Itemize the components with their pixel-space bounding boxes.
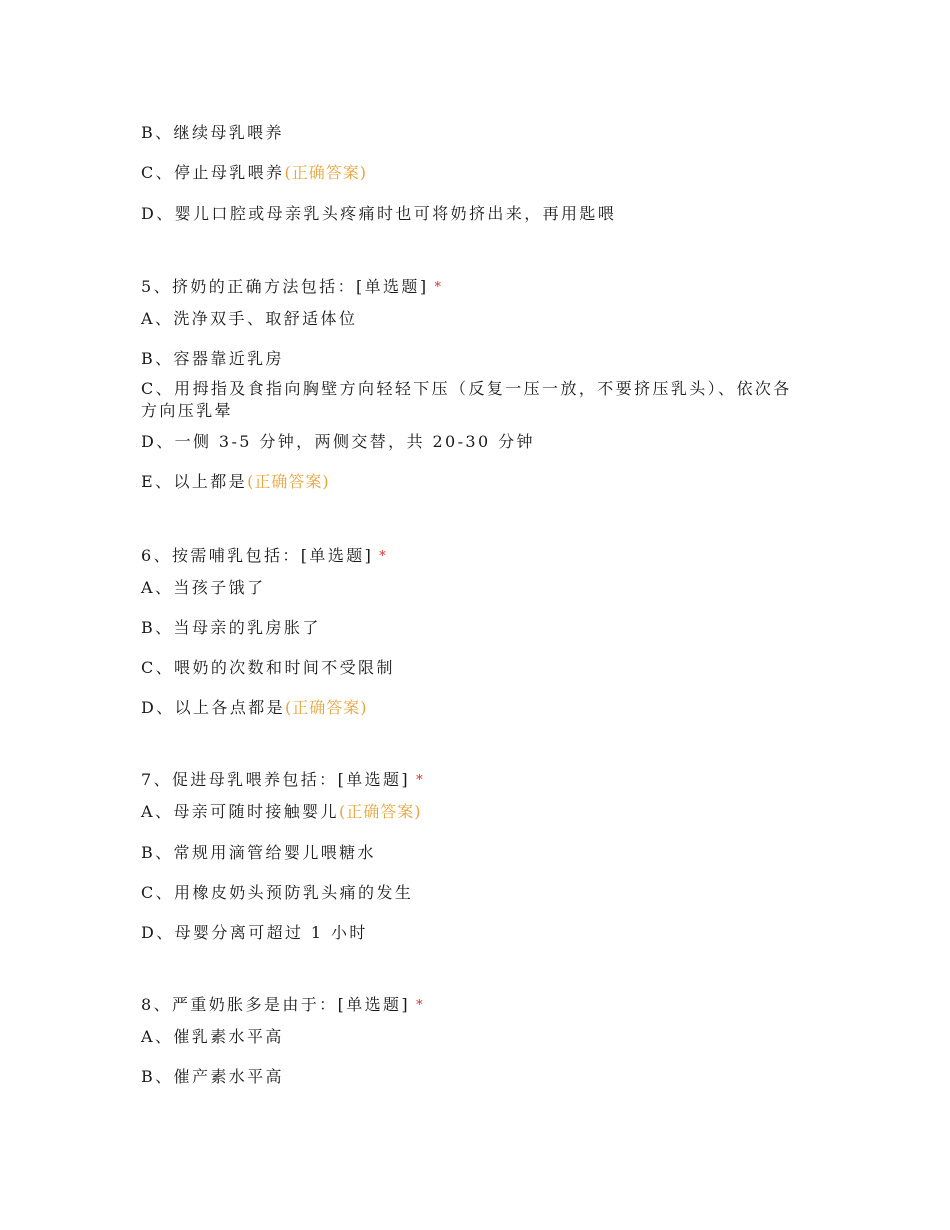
q6-option-b: B、当母亲的乳房胀了	[141, 618, 321, 637]
q4-option-d: D、婴儿口腔或母亲乳头疼痛时也可将奶挤出来，再用匙喂	[141, 204, 617, 223]
q5-option-a: A、洗净双手、取舒适体位	[141, 309, 358, 328]
q6-option-a: A、当孩子饿了	[141, 578, 266, 597]
correct-answer-tag: (正确答案)	[284, 163, 367, 182]
q6-title: 6、按需哺乳包括：[单选题] *	[141, 546, 389, 565]
required-asterisk: *	[416, 773, 425, 788]
q5-option-c: C、用拇指及食指向胸壁方向轻轻下压（反复一压一放，不要挤压乳头）、依次各方向压乳晕	[141, 379, 792, 420]
q5-option-b: B、容器靠近乳房	[141, 349, 284, 368]
q7-option-b: B、常规用滴管给婴儿喂糖水	[141, 843, 376, 862]
q4-option-b: B、继续母乳喂养	[141, 123, 284, 142]
q7-option-d: D、母婴分离可超过 1 小时	[141, 923, 368, 942]
correct-answer-tag: (正确答案)	[285, 698, 368, 717]
q7-title: 7、促进母乳喂养包括：[单选题] *	[141, 770, 425, 789]
required-asterisk: *	[416, 998, 425, 1013]
correct-answer-tag: (正确答案)	[338, 802, 422, 821]
required-asterisk: *	[379, 549, 389, 564]
correct-answer-tag: (正确答案)	[247, 472, 330, 491]
q5-title: 5、挤奶的正确方法包括：[单选题] *	[141, 277, 444, 296]
q7-option-c: C、用橡皮奶头预防乳头痛的发生	[141, 883, 414, 902]
q7-option-a: A、母亲可随时接触婴儿(正确答案)	[141, 802, 422, 821]
q8-title: 8、严重奶胀多是由于：[单选题] *	[141, 995, 425, 1014]
q6-option-c: C、喂奶的次数和时间不受限制	[141, 658, 395, 677]
q4-option-c: C、停止母乳喂养(正确答案)	[141, 163, 367, 182]
q5-option-d: D、一侧 3-5 分钟，两侧交替，共 20-30 分钟	[141, 432, 535, 451]
q6-option-d: D、以上各点都是(正确答案)	[141, 698, 368, 717]
q8-option-b: B、催产素水平高	[141, 1067, 284, 1086]
q5-option-e: E、以上都是(正确答案)	[141, 472, 330, 491]
q8-option-a: A、催乳素水平高	[141, 1027, 284, 1046]
required-asterisk: *	[434, 280, 444, 295]
